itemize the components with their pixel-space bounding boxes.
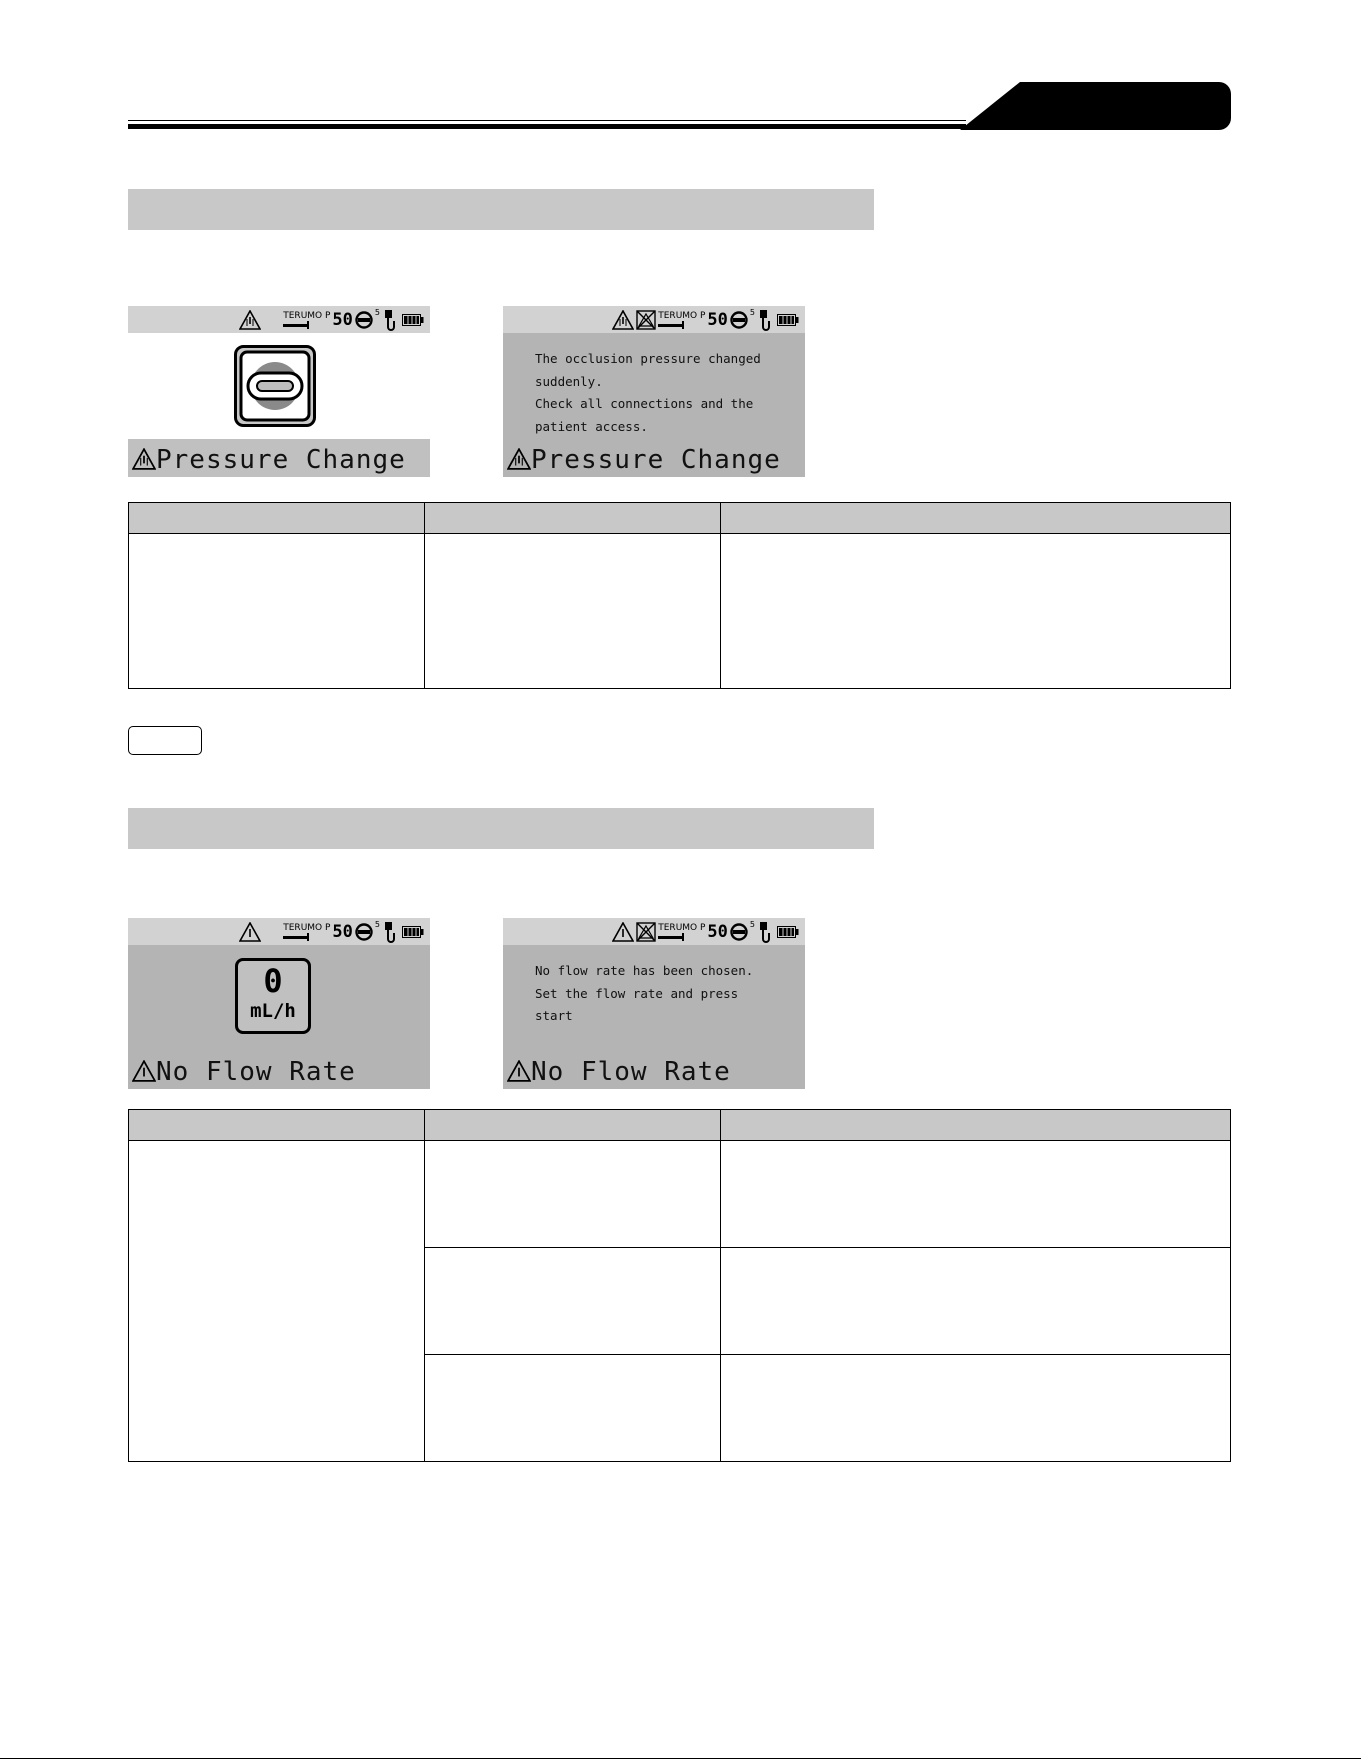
occlusion-icon bbox=[355, 311, 373, 329]
table-cell bbox=[721, 1141, 1231, 1248]
lcd-title-text: Pressure Change bbox=[156, 445, 406, 475]
table-cell bbox=[721, 1355, 1231, 1462]
battery-icon bbox=[777, 313, 799, 327]
lcd-alarm-title bbox=[507, 1057, 731, 1087]
ac-plug-icon bbox=[382, 309, 400, 331]
warning-icon bbox=[239, 922, 261, 942]
lcd-no-flow-rate-message bbox=[503, 918, 805, 1089]
chapter-tab bbox=[960, 82, 1231, 130]
syringe-icon bbox=[658, 311, 705, 329]
warning-icon bbox=[612, 310, 634, 330]
syringe-icon bbox=[283, 923, 330, 941]
ac-plug-icon bbox=[382, 921, 400, 943]
message-line: patient access. bbox=[535, 418, 648, 434]
status-icons bbox=[612, 308, 799, 332]
table-header-cell bbox=[425, 1110, 721, 1141]
status-icons bbox=[612, 920, 799, 944]
table-cell bbox=[425, 534, 721, 689]
note-badge bbox=[128, 726, 202, 755]
status-volume: 50 bbox=[332, 922, 353, 942]
occlusion-icon bbox=[355, 923, 373, 941]
lcd-no-flow-rate-graphic bbox=[128, 918, 430, 1089]
message-line: Set the flow rate and press bbox=[535, 985, 739, 1001]
status-brand: TERUMO P bbox=[658, 311, 706, 321]
status-level: 5 bbox=[749, 920, 755, 929]
battery-icon bbox=[402, 925, 424, 939]
occlusion-icon bbox=[730, 923, 748, 941]
lcd-alarm-title bbox=[132, 1057, 356, 1087]
table-cell bbox=[425, 1141, 721, 1248]
message-line: The occlusion pressure changed bbox=[535, 351, 761, 366]
table-header-row bbox=[129, 503, 1231, 534]
ac-plug-icon bbox=[757, 309, 775, 331]
message-line: No flow rate has been chosen. bbox=[535, 963, 754, 978]
battery-icon bbox=[402, 313, 424, 327]
table-row bbox=[129, 1141, 1231, 1248]
status-volume: 50 bbox=[707, 922, 728, 942]
lcd-title-text: No Flow Rate bbox=[531, 1057, 731, 1087]
pressure-change-pictogram bbox=[234, 345, 316, 427]
occlusion-icon bbox=[730, 311, 748, 329]
flow-rate-pictogram bbox=[235, 958, 311, 1034]
table-header-cell bbox=[721, 503, 1231, 534]
warning-icon bbox=[507, 1060, 531, 1082]
table-header-row bbox=[129, 1110, 1231, 1141]
lcd-title-text: No Flow Rate bbox=[156, 1057, 356, 1087]
flow-rate-value: 0 bbox=[263, 962, 283, 1000]
syringe-icon bbox=[658, 923, 705, 941]
header-rule-thin bbox=[128, 120, 966, 121]
lcd-pressure-change-graphic bbox=[128, 306, 430, 477]
flow-rate-unit: mL/h bbox=[250, 1000, 296, 1022]
pressure-change-table bbox=[128, 502, 1231, 689]
lcd-pressure-change-message bbox=[503, 306, 805, 477]
table-cell bbox=[721, 534, 1231, 689]
warning-icon bbox=[507, 448, 531, 470]
footer-rule bbox=[0, 1758, 1361, 1759]
warning-icon bbox=[239, 310, 261, 330]
table-header-cell bbox=[425, 503, 721, 534]
lcd-message bbox=[535, 348, 761, 438]
status-level: 5 bbox=[374, 920, 380, 929]
warning-icon bbox=[132, 448, 156, 470]
status-volume: 50 bbox=[332, 310, 353, 330]
battery-icon bbox=[777, 925, 799, 939]
alarm-muted-icon bbox=[636, 310, 656, 330]
lcd-title-text: Pressure Change bbox=[531, 445, 781, 475]
lcd-message bbox=[535, 960, 753, 1028]
lcd-alarm-title bbox=[507, 445, 781, 475]
ac-plug-icon bbox=[757, 921, 775, 943]
lcd-alarm-title bbox=[132, 445, 406, 475]
message-line: start bbox=[535, 1008, 573, 1023]
table-cell bbox=[129, 534, 425, 689]
table-header-cell bbox=[129, 1110, 425, 1141]
status-level: 5 bbox=[374, 308, 380, 317]
warning-icon bbox=[612, 922, 634, 942]
table-cell bbox=[425, 1355, 721, 1462]
status-brand: TERUMO P bbox=[658, 923, 706, 933]
table-row bbox=[129, 534, 1231, 689]
alarm-muted-icon bbox=[636, 922, 656, 942]
table-cell bbox=[425, 1248, 721, 1355]
status-icons bbox=[239, 308, 424, 332]
status-icons bbox=[239, 920, 424, 944]
section-header-no-flow-rate bbox=[128, 808, 874, 849]
status-brand: TERUMO P bbox=[283, 311, 331, 321]
table-cell bbox=[129, 1141, 425, 1462]
status-volume: 50 bbox=[707, 310, 728, 330]
header-rule bbox=[128, 124, 966, 129]
message-line: suddenly. bbox=[535, 373, 603, 389]
table-cell bbox=[721, 1248, 1231, 1355]
warning-icon bbox=[132, 1060, 156, 1082]
message-line: Check all connections and the bbox=[535, 396, 754, 411]
status-brand: TERUMO P bbox=[283, 923, 331, 933]
table-header-cell bbox=[721, 1110, 1231, 1141]
syringe-icon bbox=[283, 311, 330, 329]
section-header-pressure-change bbox=[128, 189, 874, 230]
status-level: 5 bbox=[749, 308, 755, 317]
no-flow-rate-table bbox=[128, 1109, 1231, 1462]
table-header-cell bbox=[129, 503, 425, 534]
